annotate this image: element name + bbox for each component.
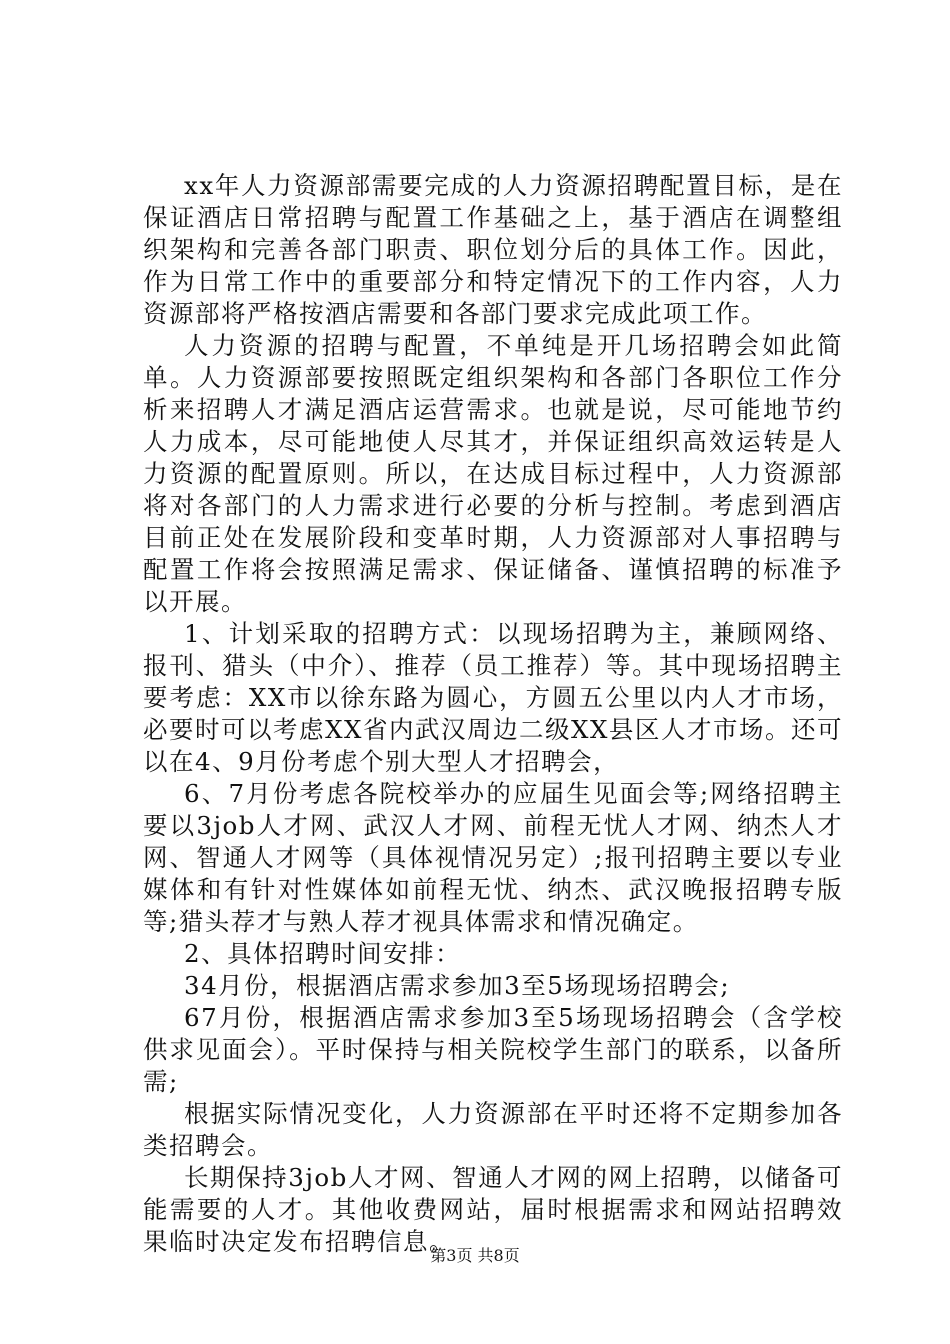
paragraph-recruitment-channels: 6、7月份考虑各院校举办的应届生见面会等;网络招聘主要以3job人才网、武汉人才网、前程无忧人才网、纳杰人才网、智通人才网等（具体视情况另定）;报刊招聘主要以专业媒体和有针对性媒体如前程无忧、纳杰、武汉晚报招聘专版等;猎头荐才与熟人荐才视具体需求和情况确定。 xyxy=(143,779,843,936)
paragraph-recruitment-principles: 人力资源的招聘与配置，不单纯是开几场招聘会如此简单。人力资源部要按照既定组织架构和各部门各职位工作分析来招聘人才满足酒店运营需求。也就是说，尽可能地节约人力成本，尽可能地使人尽其才，并保证组织高效运转是人力资源的配置原则。所以，在达成目标过程中，人力资源部将对各部门的人力需求进行必要的分析与控制。考虑到酒店目前正处在发展阶段和变革时期，人力资源部对人事招聘与配置工作将会按照满足需求、保证储备、谨慎招聘的标准予以开展。 xyxy=(143,331,843,616)
paragraph-schedule-adhoc: 根据实际情况变化，人力资源部在平时还将不定期参加各类招聘会。 xyxy=(143,1099,843,1160)
paragraph-schedule-jun-jul: 67月份，根据酒店需求参加3至5场现场招聘会（含学校供求见面会）。平时保持与相关院校学生部门的联系，以备所需; xyxy=(143,1003,843,1096)
page-number-footer: 第3页 共8页 xyxy=(430,1246,520,1265)
paragraph-schedule-heading: 2、具体招聘时间安排： xyxy=(184,939,462,968)
paragraph-recruitment-goal: xx年人力资源部需要完成的人力资源招聘配置目标，是在保证酒店日常招聘与配置工作基础之上，基于酒店在调整组织架构和完善各部门职责、职位划分后的具体工作。因此，作为日常工作中的重要部分和特定情况下的工作内容，人力资源部将严格按酒店需要和各部门要求完成此项工作。 xyxy=(143,171,843,328)
paragraph-schedule-mar-apr: 34月份，根据酒店需求参加3至5场现场招聘会; xyxy=(184,971,731,1000)
paragraph-online-recruitment: 长期保持3job人才网、智通人才网的网上招聘，以储备可能需要的人才。其他收费网站，届时根据需求和网站招聘效果临时决定发布招聘信息。 xyxy=(143,1163,843,1256)
document-body xyxy=(143,170,843,1258)
paragraph-recruitment-methods: 1、计划采取的招聘方式：以现场招聘为主，兼顾网络、报刊、猎头（中介）、推荐（员工推荐）等。其中现场招聘主要考虑：XX市以徐东路为圆心，方圆五公里以内人才市场，必要时可以考虑XX省内武汉周边二级XX县区人才市场。还可以在4、9月份考虑个别大型人才招聘会， xyxy=(143,619,843,776)
